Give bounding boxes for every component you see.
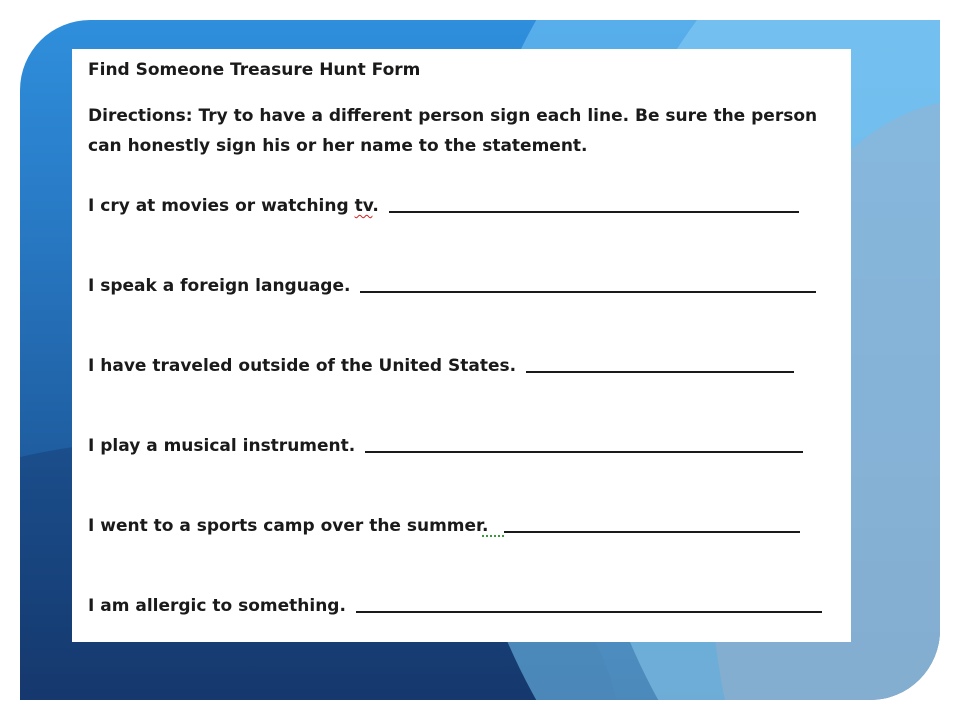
signature-line[interactable] [356,611,822,613]
statement-row [88,435,837,457]
statement-row [88,515,837,537]
statement-text: I am allergic to something. [88,596,346,616]
signature-line[interactable] [365,451,803,453]
statement-text: I speak a foreign language. [88,276,351,296]
signature-line[interactable] [389,211,799,213]
spellcheck-flag: tv [354,196,373,216]
worksheet-directions: Directions: Try to have a different person sign each line. Be sure the person can honestly sign his or her name to the statement. [88,106,818,156]
signature-line[interactable] [504,531,800,533]
statement-row [88,355,837,377]
signature-line[interactable] [526,371,794,373]
statement-text: I cry at movies or watching tv. [88,196,379,216]
statement-text: I went to a sports camp over the summer. [88,516,489,536]
statement-text: I have traveled outside of the United States. [88,356,517,376]
grammar-flag [482,531,504,537]
worksheet-title: Find Someone Treasure Hunt Form [88,60,421,80]
statement-row [88,195,837,217]
signature-line[interactable] [360,291,816,293]
statement-row [88,595,837,617]
statement-text: I play a musical instrument. [88,436,356,456]
worksheet-page [72,49,851,642]
statement-row [88,275,837,297]
